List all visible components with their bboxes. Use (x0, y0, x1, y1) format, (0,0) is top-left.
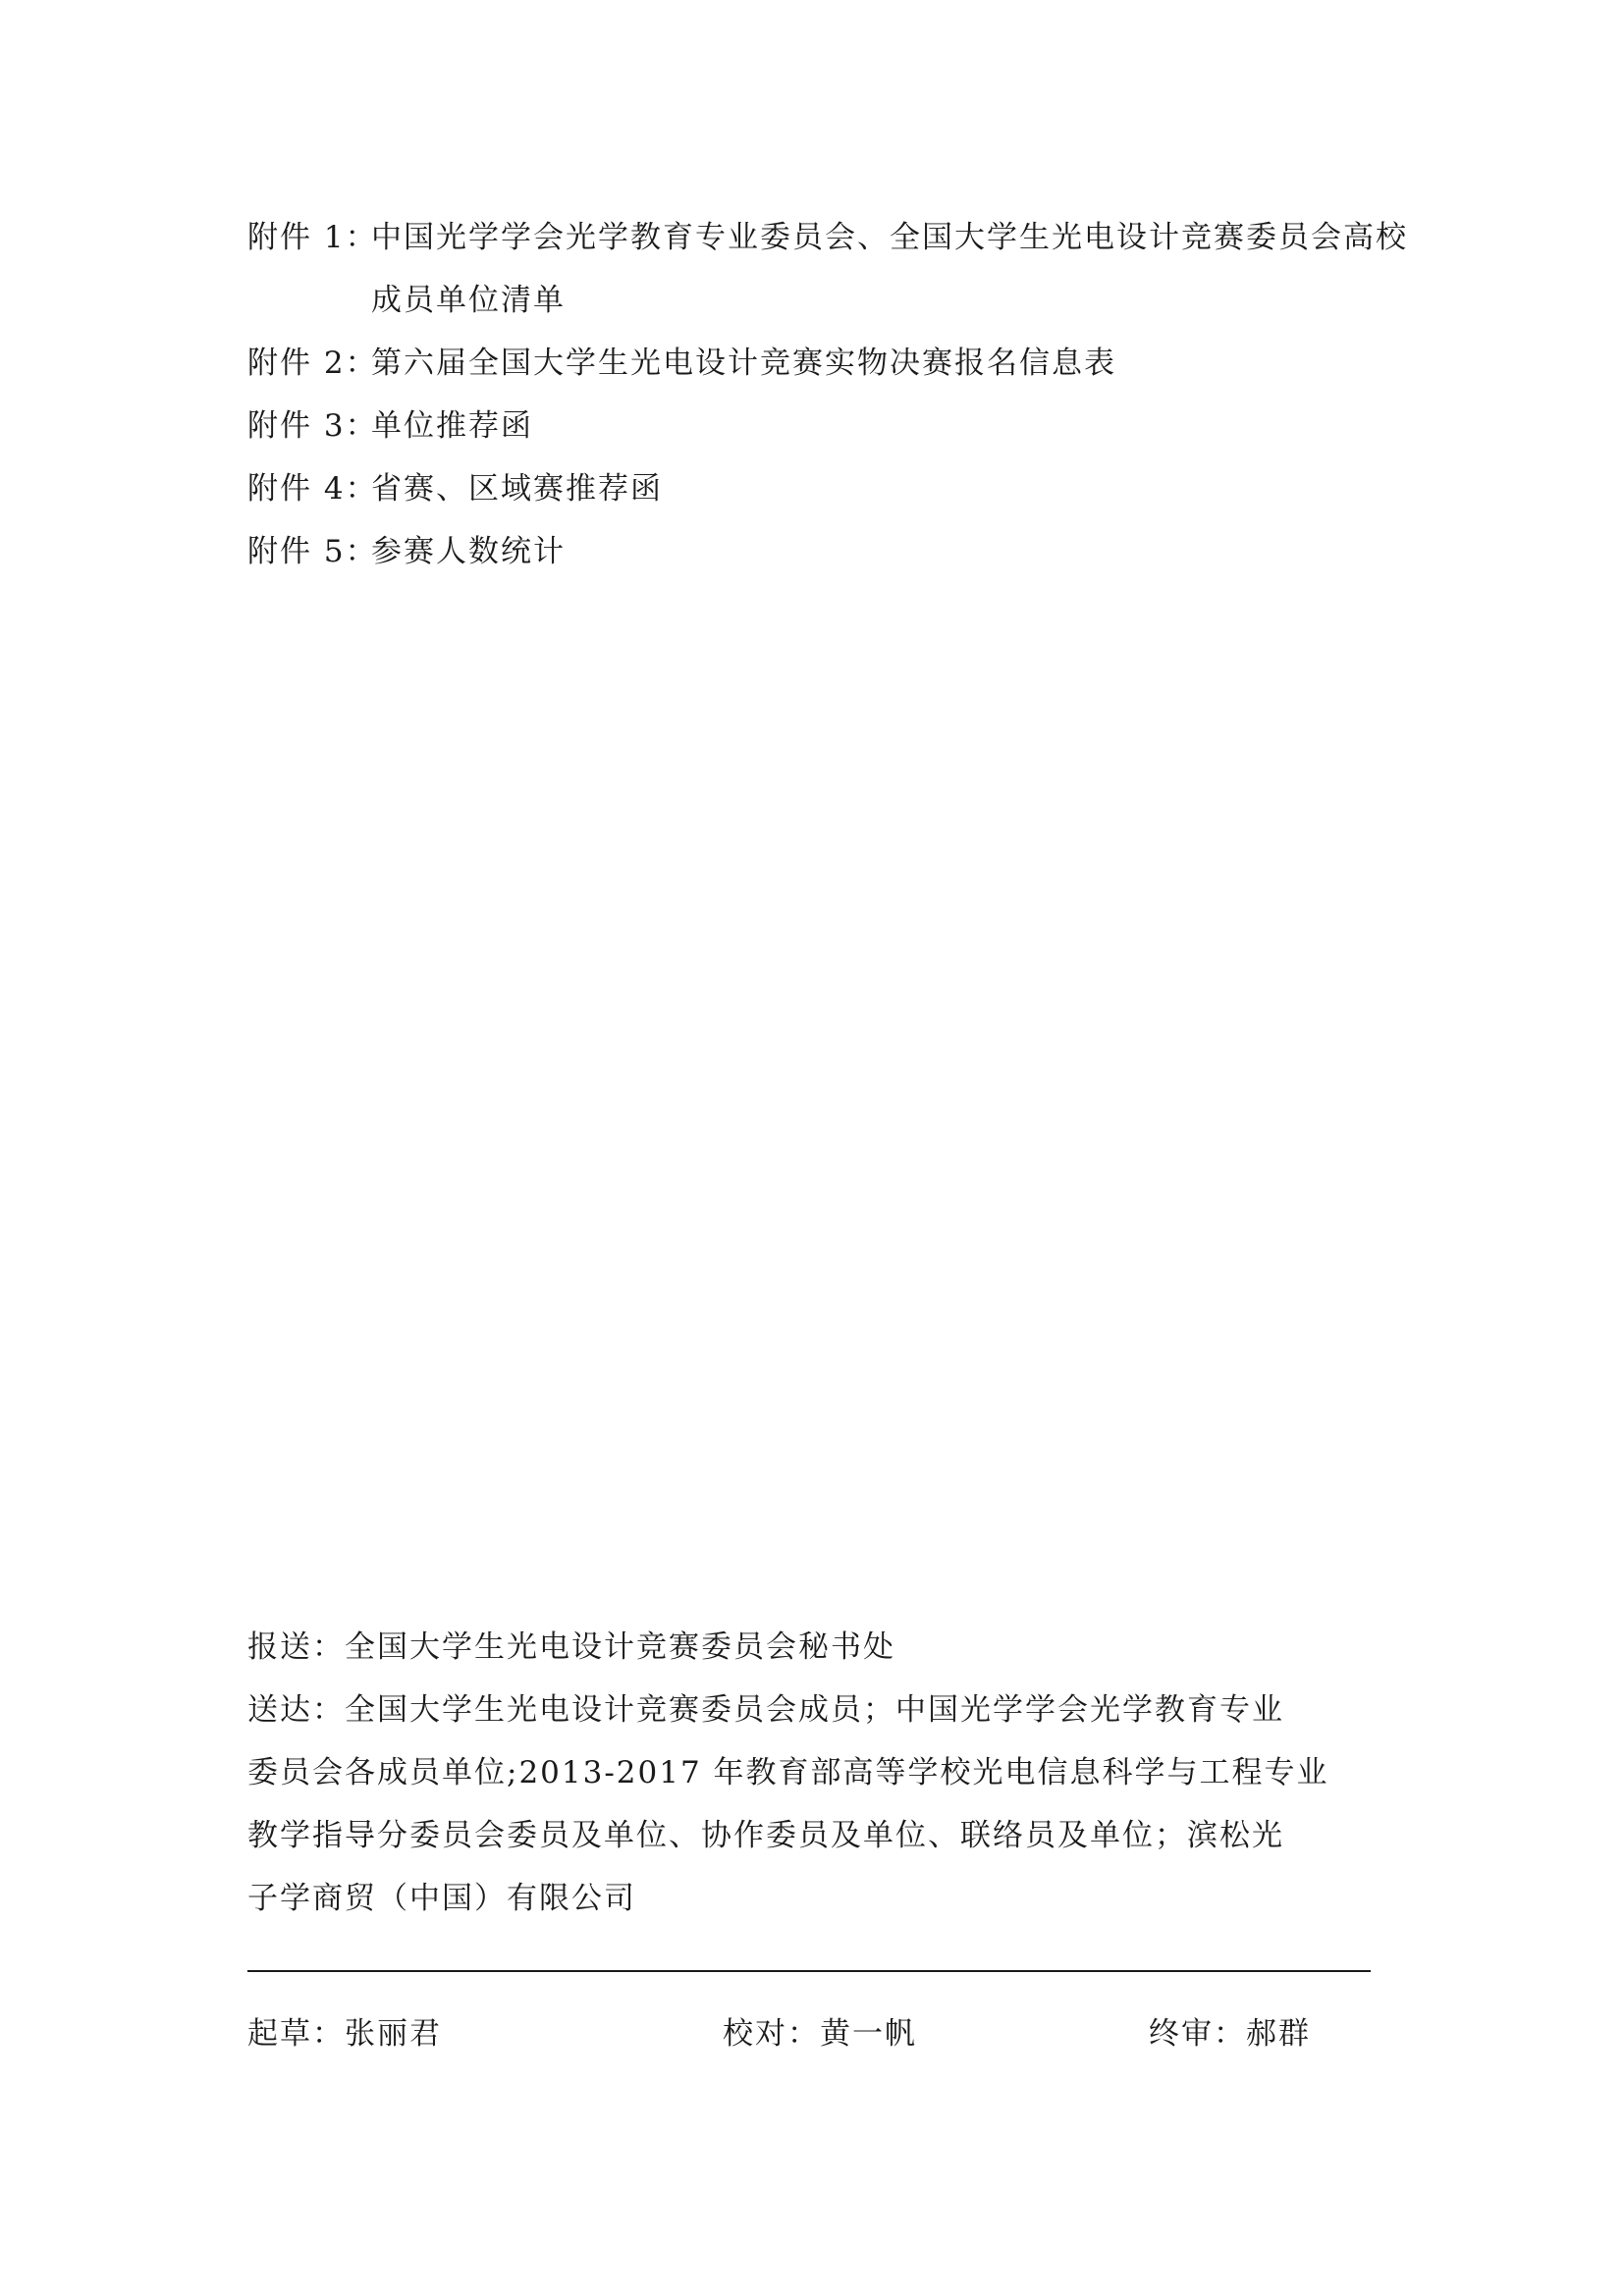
send-to-line: 送达：全国大学生光电设计竞赛委员会成员；中国光学学会光学教育专业 (247, 1692, 1284, 1728)
attachment-list (247, 206, 1426, 583)
attachment-item-4 (247, 457, 1426, 520)
attachment-title (371, 332, 1426, 395)
attachment-title-line: 成员单位清单 (371, 283, 566, 318)
attachment-title-line: 单位推荐函 (371, 408, 533, 444)
attachment-item-5 (247, 520, 1426, 583)
attachment-item-2 (247, 332, 1426, 395)
attachment-title-line: 中国光学学会光学教育专业委员会、全国大学生光电设计竞赛委员会高校 (371, 220, 1408, 255)
attachment-label: 附件 2： (247, 346, 378, 381)
final-reviewer: 终审：郝群 (1149, 2016, 1311, 2052)
attachment-title (371, 395, 1426, 457)
send-to-line: 子学商贸（中国）有限公司 (247, 1881, 636, 1916)
distribution-section (247, 1616, 1367, 1930)
drafter: 起草：张丽君 (247, 2016, 442, 2052)
separator-line (247, 1970, 1371, 1972)
report-to-line: 报送：全国大学生光电设计竞赛委员会秘书处 (247, 1629, 895, 1665)
attachment-label: 附件 1： (247, 220, 378, 255)
attachment-label: 附件 4： (247, 471, 378, 507)
attachment-title-line: 第六届全国大学生光电设计竞赛实物决赛报名信息表 (371, 346, 1116, 381)
send-to (247, 1679, 1367, 1930)
proofreader: 校对：黄一帆 (723, 2016, 917, 2052)
attachment-label: 附件 3： (247, 408, 378, 444)
attachment-item-3 (247, 395, 1426, 457)
report-to (247, 1616, 1367, 1679)
attachment-item-1 (247, 206, 1426, 332)
send-to-line: 委员会各成员单位;2013-2017 年教育部高等学校光电信息科学与工程专业 (247, 1755, 1329, 1790)
attachment-title (371, 520, 1426, 583)
attachment-title (371, 457, 1426, 520)
attachment-title (371, 206, 1426, 332)
attachment-label: 附件 5： (247, 534, 378, 569)
signoff-row (247, 2002, 1371, 2065)
send-to-line: 教学指导分委员会委员及单位、协作委员及单位、联络员及单位；滨松光 (247, 1818, 1284, 1853)
attachment-title-line: 参赛人数统计 (371, 534, 566, 569)
attachment-title-line: 省赛、区域赛推荐函 (371, 471, 663, 507)
